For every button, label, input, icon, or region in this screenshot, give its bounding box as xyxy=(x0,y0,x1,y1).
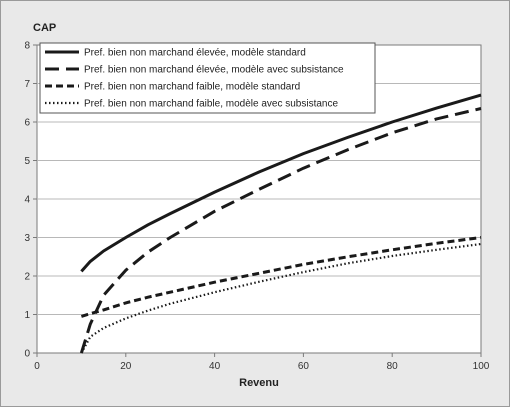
x-axis-ticks xyxy=(34,353,490,372)
legend-label-1: Pref. bien non marchand élevée, modèle standard xyxy=(84,47,306,59)
y-tick-label: 0 xyxy=(24,348,30,360)
legend-label-3: Pref. bien non marchand faible, modèle standard xyxy=(84,81,301,93)
x-axis-title: Revenu xyxy=(239,377,279,389)
x-tick-label: 60 xyxy=(297,361,309,372)
legend-label-4: Pref. bien non marchand faible, modèle avec subsistance xyxy=(84,98,339,110)
y-tick-label: 7 xyxy=(24,79,30,90)
y-axis-title: CAP xyxy=(33,22,57,34)
y-tick-label: 4 xyxy=(24,194,30,206)
x-tick-label: 0 xyxy=(34,361,40,372)
x-tick-label: 100 xyxy=(472,361,490,372)
legend xyxy=(40,43,375,113)
x-tick-label: 20 xyxy=(120,361,132,372)
y-tick-label: 2 xyxy=(24,271,30,283)
y-tick-label: 1 xyxy=(24,310,30,321)
x-tick-label: 80 xyxy=(386,361,398,372)
y-tick-label: 3 xyxy=(24,233,30,244)
y-tick-label: 5 xyxy=(24,156,30,167)
y-axis-ticks xyxy=(24,41,37,360)
legend-label-2: Pref. bien non marchand élevée, modèle avec subsistance xyxy=(84,64,344,76)
x-tick-label: 40 xyxy=(209,361,221,372)
y-tick-label: 8 xyxy=(24,40,30,52)
y-tick-label: 6 xyxy=(24,117,30,129)
line-chart xyxy=(1,1,509,406)
